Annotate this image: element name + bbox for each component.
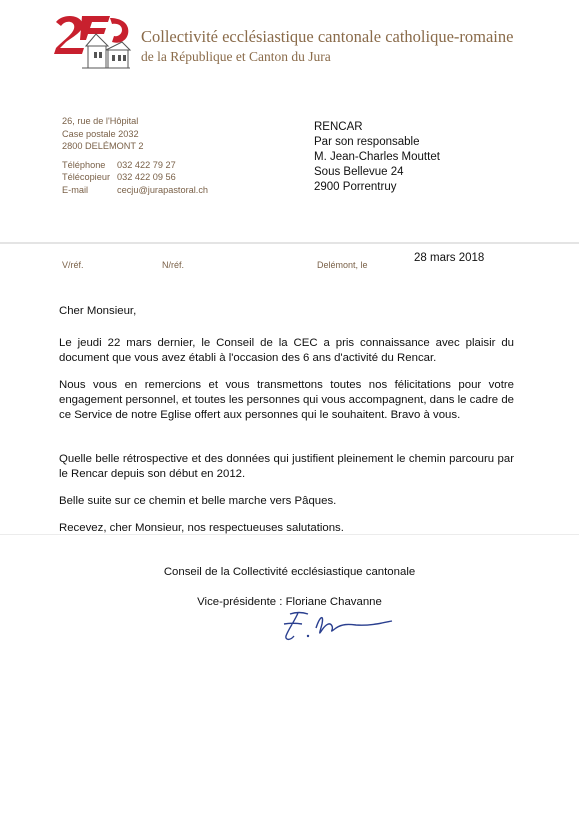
paragraph-2: Nous vous en remercions et vous transmettons toutes nos félicitations pour votre engagement personnel, et toutes les personnes qui vous accompagnent, dans le cadre de ce Service de notre Eglise offert aux personnes qui le souhaitent. Bravo à vous. bbox=[59, 379, 514, 422]
signatory-role: Vice-présidente : Floriane Chavanne bbox=[197, 596, 382, 608]
sender-email-row bbox=[62, 184, 208, 197]
paragraph-5: Recevez, cher Monsieur, nos respectueuses salutations. bbox=[59, 522, 344, 534]
letterhead-title: Collectivité ecclésiastique cantonale catholique-romaine bbox=[141, 27, 514, 46]
place-label: Delémont, le bbox=[317, 260, 368, 270]
sender-city: 2800 DELÉMONT 2 bbox=[62, 141, 144, 151]
church-logo-icon bbox=[52, 12, 132, 72]
fold-line-middle bbox=[0, 534, 579, 535]
phone-label: Téléphone bbox=[62, 159, 106, 170]
recipient-line-5: 2900 Porrentruy bbox=[314, 181, 397, 193]
salutation: Cher Monsieur, bbox=[59, 305, 137, 317]
sender-phone-row bbox=[62, 159, 208, 172]
fax-label: Télécopieur bbox=[62, 172, 111, 182]
recipient-line-2: Par son responsable bbox=[314, 136, 420, 148]
your-reference-label: V/réf. bbox=[62, 260, 84, 270]
paragraph-3: Quelle belle rétrospective et des données qui justifient pleinement le chemin parcouru par le Rencar depuis son début en 2012. bbox=[59, 453, 514, 481]
fold-line-top bbox=[0, 242, 579, 244]
sender-po-box: Case postale 2032 bbox=[62, 128, 139, 139]
phone-number: 032 422 79 27 bbox=[117, 159, 176, 170]
email-label: E-mail bbox=[62, 184, 89, 195]
recipient-address bbox=[314, 120, 440, 195]
sender-street: 26, rue de l'Hôpital bbox=[62, 116, 139, 126]
recipient-line-4: Sous Bellevue 24 bbox=[314, 166, 404, 178]
sender-address bbox=[62, 115, 208, 196]
letter-date: 28 mars 2018 bbox=[414, 252, 485, 264]
signature-organization: Conseil de la Collectivité ecclésiastique cantonale bbox=[163, 566, 416, 578]
sender-fax-row bbox=[62, 171, 208, 184]
email-address: cecju@jurapastoral.ch bbox=[117, 184, 209, 195]
recipient-line-1: RENCAR bbox=[314, 121, 363, 133]
our-reference-label: N/réf. bbox=[162, 260, 185, 270]
paragraph-1: Le jeudi 22 mars dernier, le Conseil de la CEC a pris connaissance avec plaisir du document que vous avez établi à l'occasion des 6 ans d'activité du Rencar. bbox=[59, 337, 514, 365]
fax-number: 032 422 09 56 bbox=[117, 172, 176, 182]
letterhead-subtitle: de la République et Canton du Jura bbox=[141, 49, 331, 64]
paragraph-4: Belle suite sur ce chemin et belle marche vers Pâques. bbox=[59, 495, 337, 507]
handwritten-signature-icon bbox=[278, 608, 398, 644]
recipient-line-3: M. Jean-Charles Mouttet bbox=[314, 151, 440, 163]
